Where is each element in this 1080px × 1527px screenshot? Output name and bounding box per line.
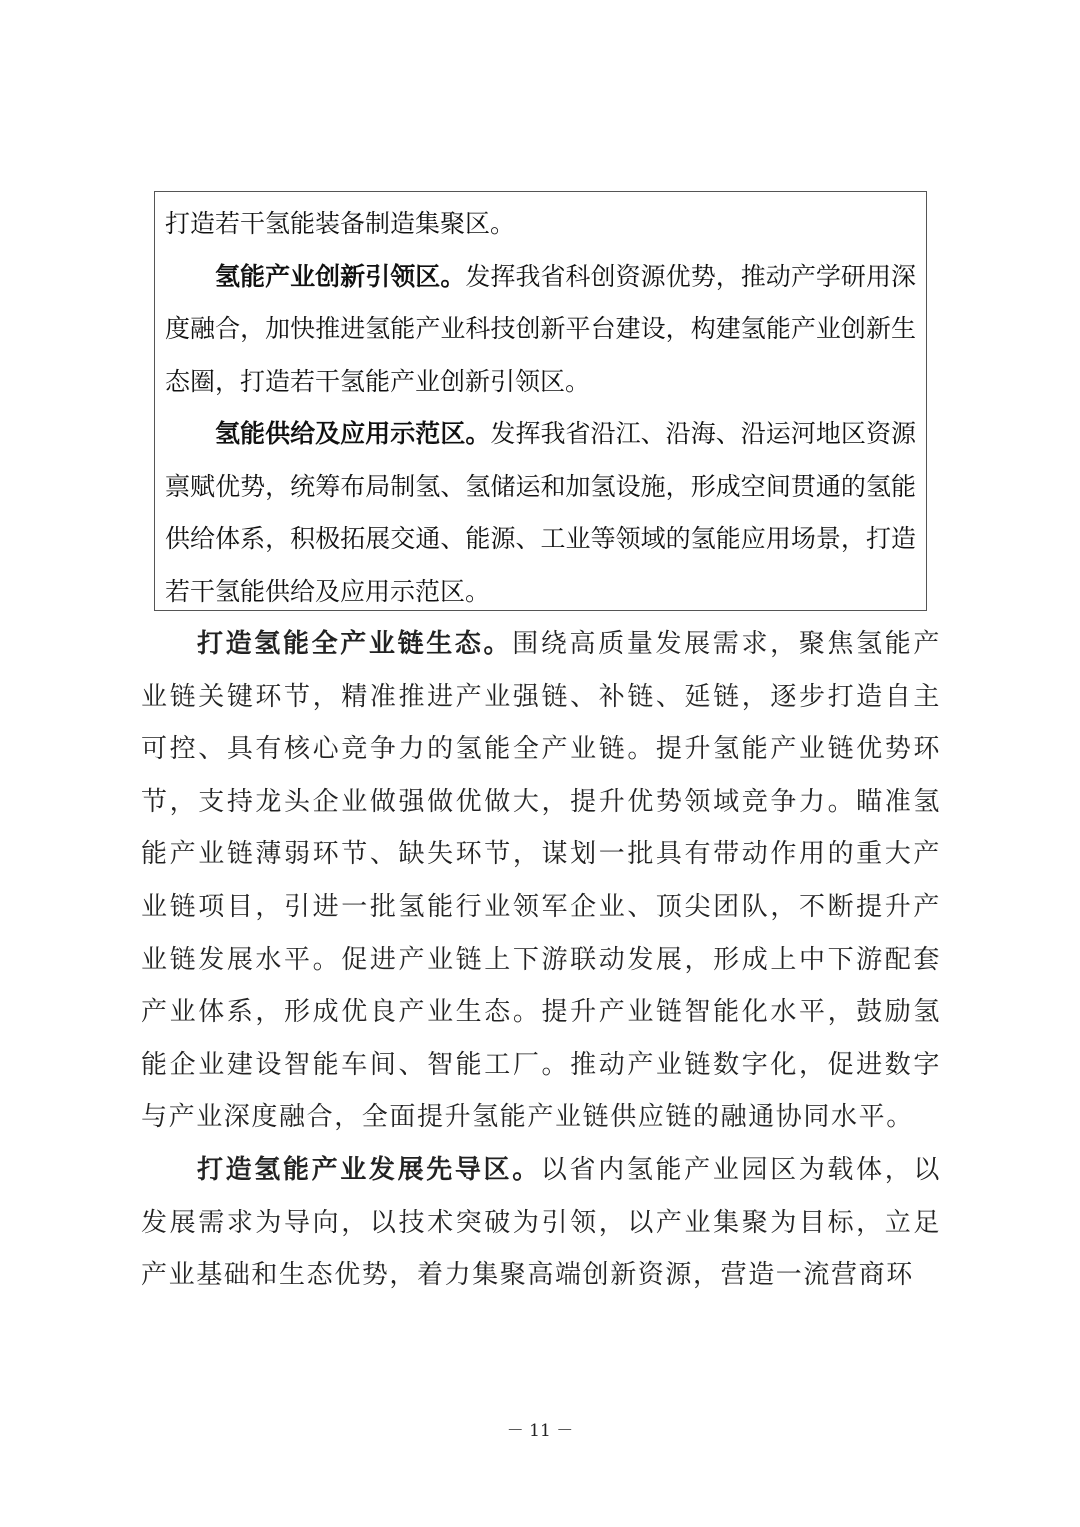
box-para3-heading: 氢能供给及应用示范区。	[215, 419, 491, 448]
body-paragraph-ecosystem	[141, 618, 941, 1144]
page-number: － 11 －	[506, 1421, 574, 1441]
box-para3-text: 发挥我省沿江、沿海、沿运河地区资源禀赋优势，统筹布局制氢、氢储运和加氢设施，形成空间贯通的氢能供给体系，积极拓展交通、能源、工业等领域的氢能应用场景，打造若干氢能供给及应用示范区。	[165, 419, 916, 606]
body-paragraph-pilot-zone	[141, 1144, 941, 1302]
box-paragraph-innovation	[165, 251, 916, 409]
box-para2-text: 发挥我省科创资源优势，推动产学研用深度融合，加快推进氢能产业科技创新平台建设，构建氢能产业创新生态圈，打造若干氢能产业创新引领区。	[165, 261, 916, 396]
box-line-continuation	[165, 198, 916, 251]
box-para2-heading: 氢能产业创新引领区。	[215, 261, 466, 291]
body-para2-text: 以省内氢能产业园区为载体，以发展需求为导向，以技术突破为引领，以产业集聚为目标，立足产业基础和生态优势，着力集聚高端创新资源，营造一流营商环	[141, 1154, 941, 1291]
body-para1-text: 围绕高质量发展需求，聚焦氢能产业链关键环节，精准推进产业强链、补链、延链，逐步打造自主可控、具有核心竞争力的氢能全产业链。提升氢能产业链优势环节，支持龙头企业做强做优做大，提升优势领域竞争力。瞄准氢能产业链薄弱环节、缺失环节，谋划一批具有带动作用的重大产业链项目，引进一批氢能行业领军企业、顶尖团队，不断提升产业链发展水平。促进产业链上下游联动发展，形成上中下游配套产业体系，形成优良产业生态。提升产业链智能化水平，鼓励氢能企业建设智能车间、智能工厂。推动产业链数字化，促进数字与产业深度融合，全面提升氢能产业链供应链的融通协同水平。	[141, 629, 941, 1133]
box-line-1-text: 打造若干氢能装备制造集聚区。	[165, 209, 516, 238]
body-para1-heading: 打造氢能全产业链生态。	[197, 629, 513, 659]
body-text	[141, 618, 941, 1302]
highlight-box	[154, 191, 927, 611]
box-paragraph-supply	[165, 408, 916, 618]
body-para2-heading: 打造氢能产业发展先导区。	[197, 1154, 541, 1185]
